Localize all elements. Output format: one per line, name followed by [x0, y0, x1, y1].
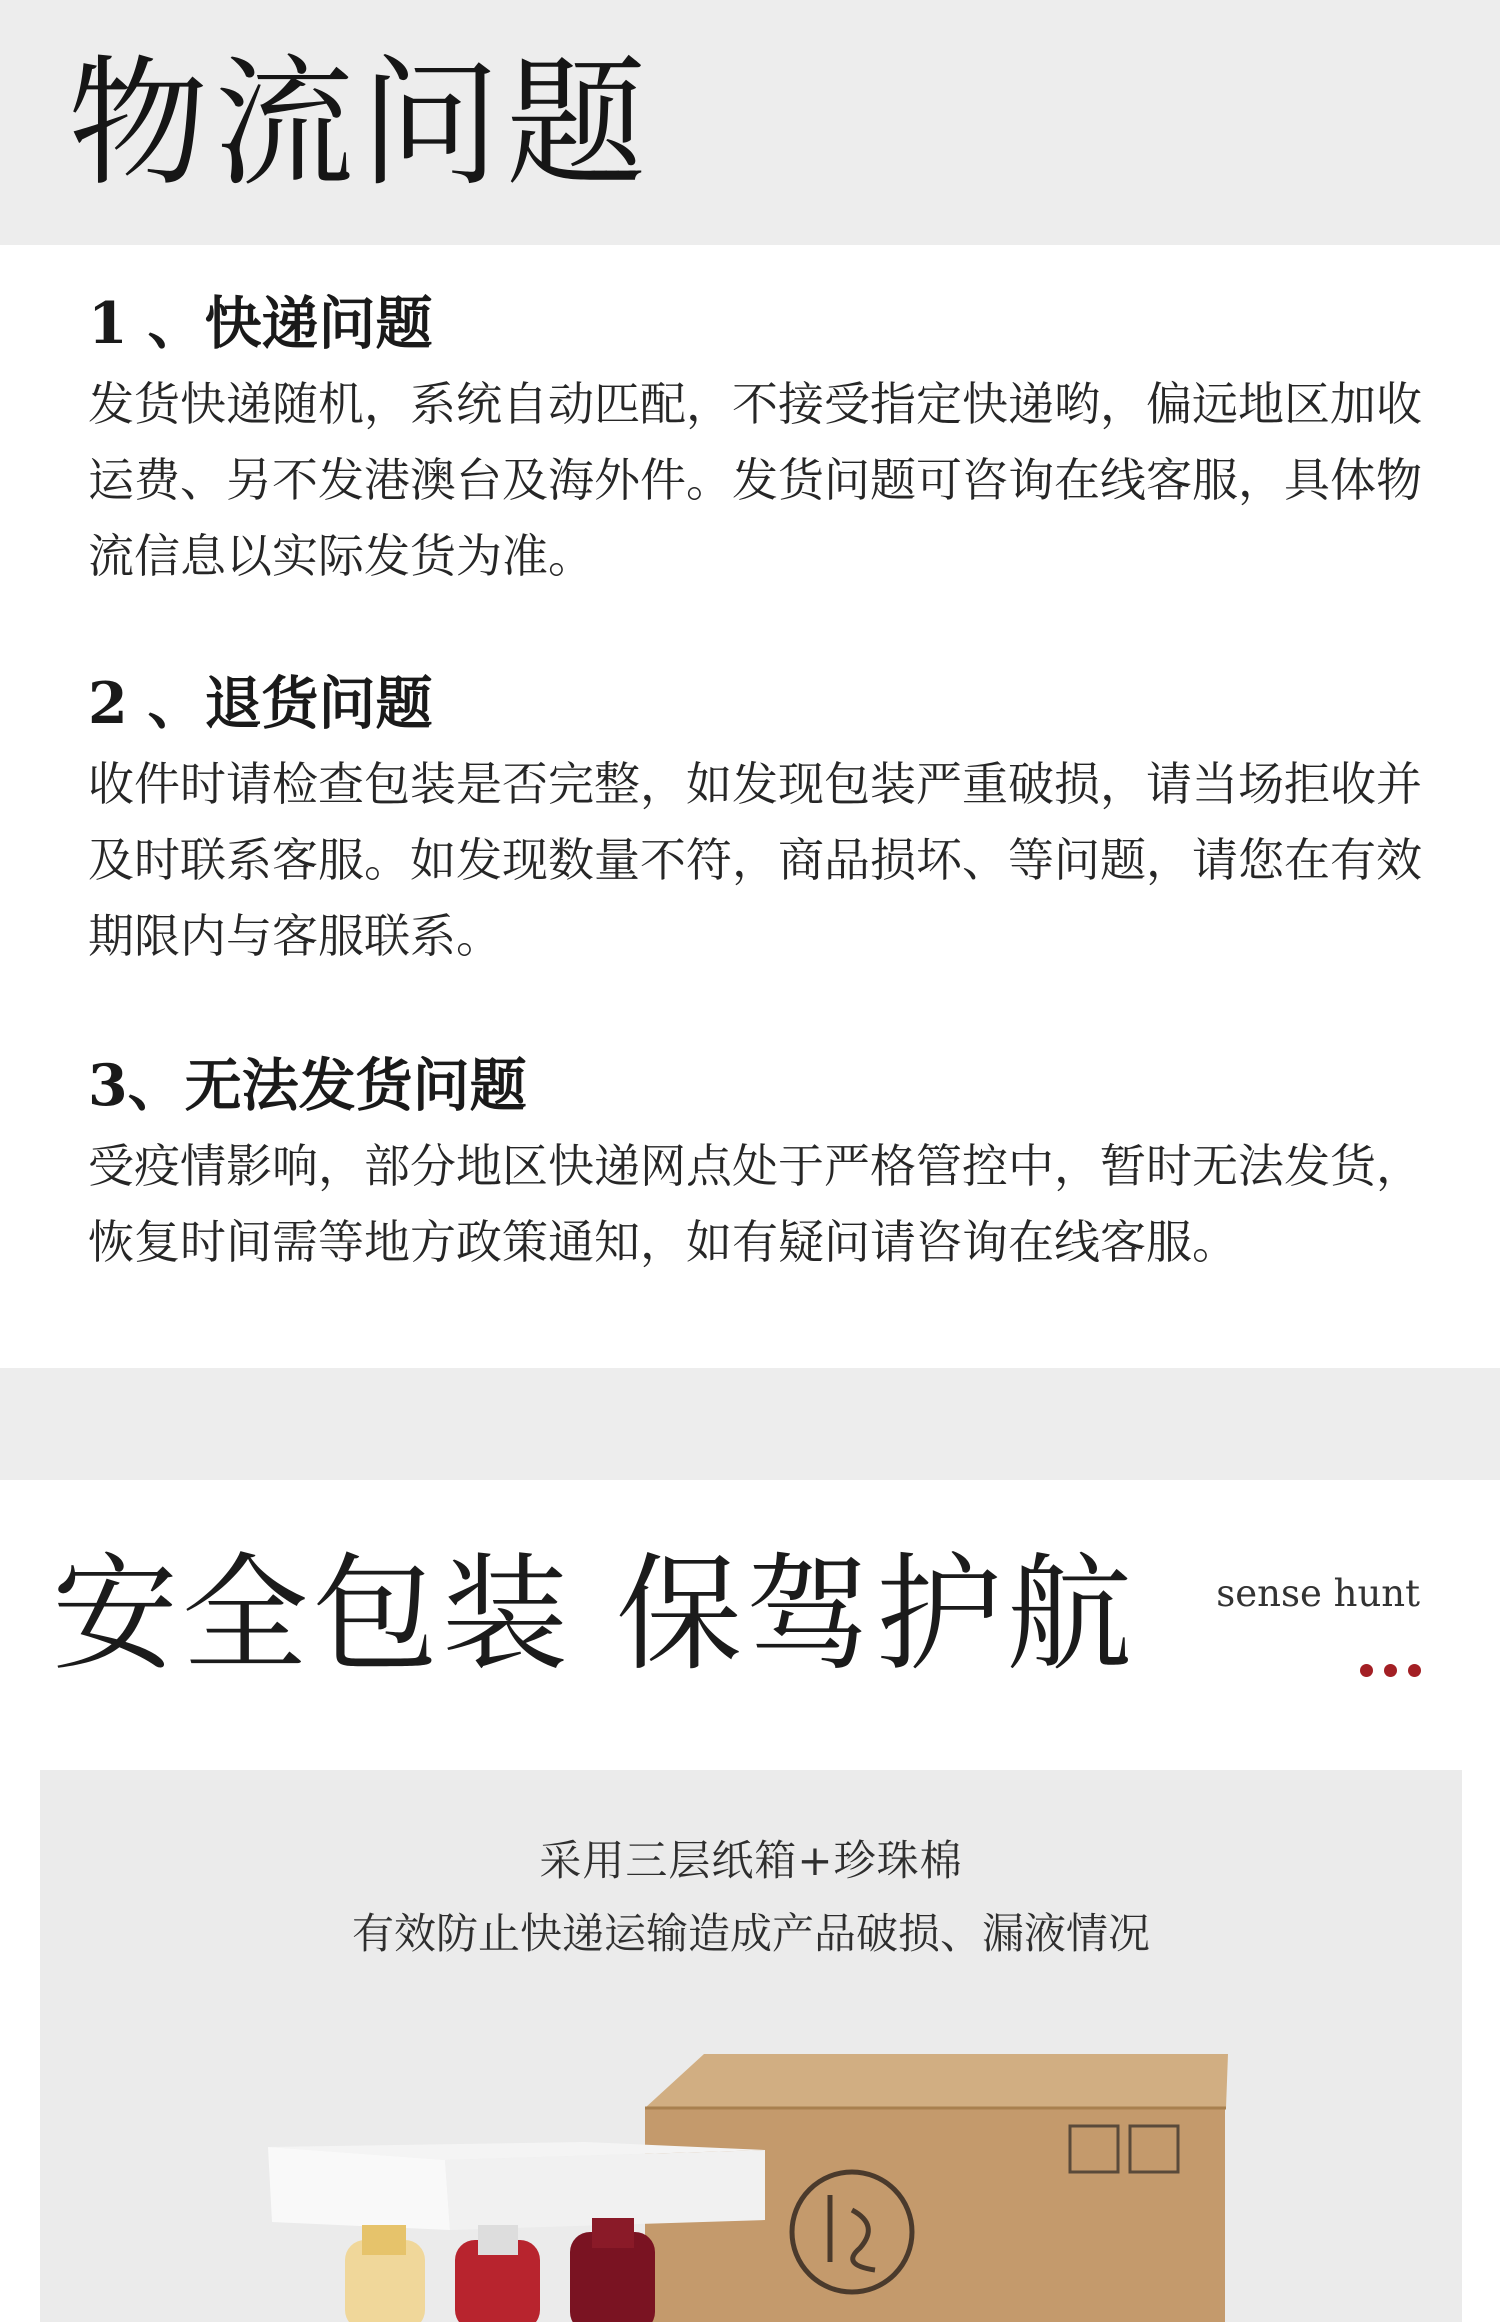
dot [1384, 1664, 1397, 1677]
faq-item-shipping [88, 288, 1428, 594]
section-divider [0, 1368, 1500, 1480]
faq-answer: 发货快递随机，系统自动匹配，不接受指定快递哟，偏远地区加收运费、另不发港澳台及海外件。发货问题可咨询在线客服，具体物流信息以实际发货为准。 [88, 377, 1422, 583]
packaging-card [40, 1770, 1462, 2322]
bottle-icons [345, 2218, 655, 2322]
faq-answer: 受疫情影响，部分地区快递网点处于严格管控中，暂时无法发货，恢复时间需等地方政策通知，如有疑问请咨询在线客服。 [88, 1139, 1422, 1269]
dot [1360, 1664, 1373, 1677]
faq-answer: 收件时请检查包装是否完整，如发现包装严重破损，请当场拒收并及时联系客服。如发现数量不符，商品损坏、等问题，请您在有效期限内与客服联系。 [88, 757, 1422, 963]
ellipsis-dots-icon [1360, 1664, 1422, 1678]
faq-item-returns [88, 668, 1428, 974]
faq-question: 3、无法发货问题 [88, 1052, 527, 1119]
packaging-line-1: 采用三层纸箱+珍珠棉 [539, 1836, 963, 1885]
pearl-foam-icon [268, 2142, 765, 2230]
faq-question: 2 、退货问题 [88, 670, 433, 737]
dot [1408, 1664, 1421, 1677]
packaging-title: 安全包装 保驾护航 [52, 1541, 1137, 1688]
faq-question: 1 、快递问题 [88, 290, 433, 357]
faq-item-unable-to-ship [88, 1050, 1428, 1280]
page-title: 物流问题 [68, 43, 653, 206]
brand-tag: sense hunt [1216, 1572, 1420, 1615]
packaging-line-2: 有效防止快递运输造成产品破损、漏液情况 [351, 1909, 1150, 1958]
